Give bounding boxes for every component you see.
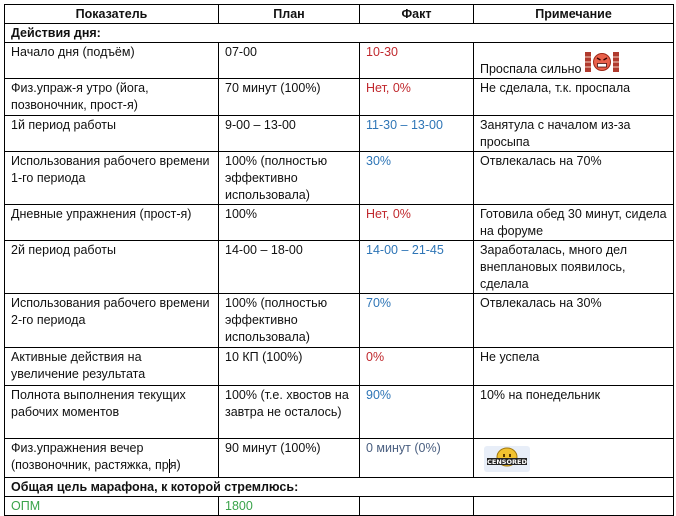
cell-indicator: Физ.упраж-я утро (йога, позвоночник, прост-я) xyxy=(5,79,219,116)
cell-note: Заработалась, много дел внеплановых появилось, сделала xyxy=(474,241,674,294)
cell-fact: 30% xyxy=(360,152,474,205)
table-row xyxy=(5,348,674,386)
table-row xyxy=(5,205,674,241)
marathon-plan-table xyxy=(4,4,674,516)
table-row xyxy=(5,386,674,439)
cell-note: Отвлекалась на 30% xyxy=(474,294,674,348)
cell-plan: 100% xyxy=(219,205,360,241)
cell-fact: 0% xyxy=(360,348,474,386)
cell-note xyxy=(474,439,674,478)
cell-fact: 70% xyxy=(360,294,474,348)
header-fact: Факт xyxy=(360,5,474,24)
cell-plan: 07-00 xyxy=(219,43,360,79)
cell-plan: 90 минут (100%) xyxy=(219,439,360,478)
section-row-goal xyxy=(5,478,674,497)
header-plan: План xyxy=(219,5,360,24)
note-text: Проспала сильно xyxy=(480,62,582,76)
header-indicator: Показатель xyxy=(5,5,219,24)
header-note: Примечание xyxy=(474,5,674,24)
table-row xyxy=(5,152,674,205)
cell-note: Отвлекалась на 70% xyxy=(474,152,674,205)
censored-smiley-icon xyxy=(484,446,530,477)
cell-fact: 90% xyxy=(360,386,474,439)
section-title-goal: Общая цель марафона, к которой стремлюсь: xyxy=(5,478,674,497)
table-row xyxy=(5,116,674,152)
cell-plan: 70 минут (100%) xyxy=(219,79,360,116)
table-row xyxy=(5,241,674,294)
cell-fact: Нет, 0% xyxy=(360,79,474,116)
cell-fact: Нет, 0% xyxy=(360,205,474,241)
table-row xyxy=(5,43,674,79)
indicator-text-part-b: я) xyxy=(169,458,181,472)
cell-plan: 10 КП (100%) xyxy=(219,348,360,386)
cell-plan: 100% (полностью эффективно использовала) xyxy=(219,152,360,205)
angry-face-icon xyxy=(585,51,619,78)
cell-note: 10% на понедельник xyxy=(474,386,674,439)
cell-indicator: Использования рабочего времени 1-го периода xyxy=(5,152,219,205)
cell-plan: 14-00 – 18-00 xyxy=(219,241,360,294)
cell-indicator: 1й период работы xyxy=(5,116,219,152)
cell-fact: 0 минут (0%) xyxy=(360,439,474,478)
cell-fact: 11-30 – 13-00 xyxy=(360,116,474,152)
cell-indicator: Начало дня (подъём) xyxy=(5,43,219,79)
cell-indicator: Дневные упражнения (прост-я) xyxy=(5,205,219,241)
cell-indicator: Полнота выполнения текущих рабочих моментов xyxy=(5,386,219,439)
svg-text:CENSORED: CENSORED xyxy=(487,458,527,466)
cell-indicator: 2й период работы xyxy=(5,241,219,294)
cell-indicator: Активные действия на увеличение результата xyxy=(5,348,219,386)
section-title-actions: Действия дня: xyxy=(5,24,674,43)
header-row xyxy=(5,5,674,24)
cell-note: Не сделала, т.к. проспала xyxy=(474,79,674,116)
table-row xyxy=(5,79,674,116)
cell-note xyxy=(474,43,674,79)
cell-indicator: Использования рабочего времени 2-го периода xyxy=(5,294,219,348)
cell-plan: 9-00 – 13-00 xyxy=(219,116,360,152)
indicator-text-part-a: Физ.упражнения вечер (позвоночник, растяжка, пр xyxy=(11,441,169,472)
cell-plan: 100% (полностью эффективно использовала) xyxy=(219,294,360,348)
cell-indicator[interactable] xyxy=(5,439,219,478)
cell-fact: 10-30 xyxy=(360,43,474,79)
section-row-actions xyxy=(5,24,674,43)
cell-note: Готовила обед 30 минут, сидела на форуме xyxy=(474,205,674,241)
cell-fact: 14-00 – 21-45 xyxy=(360,241,474,294)
cell-note: Не успела xyxy=(474,348,674,386)
goal-plan: 1800 xyxy=(219,497,360,516)
table-row xyxy=(5,294,674,348)
table-row xyxy=(5,439,674,478)
goal-indicator: ОПМ xyxy=(5,497,219,516)
cell-note: Занятула с началом из-за просыпа xyxy=(474,116,674,152)
cell-plan: 100% (т.е. хвостов на завтра не осталось) xyxy=(219,386,360,439)
